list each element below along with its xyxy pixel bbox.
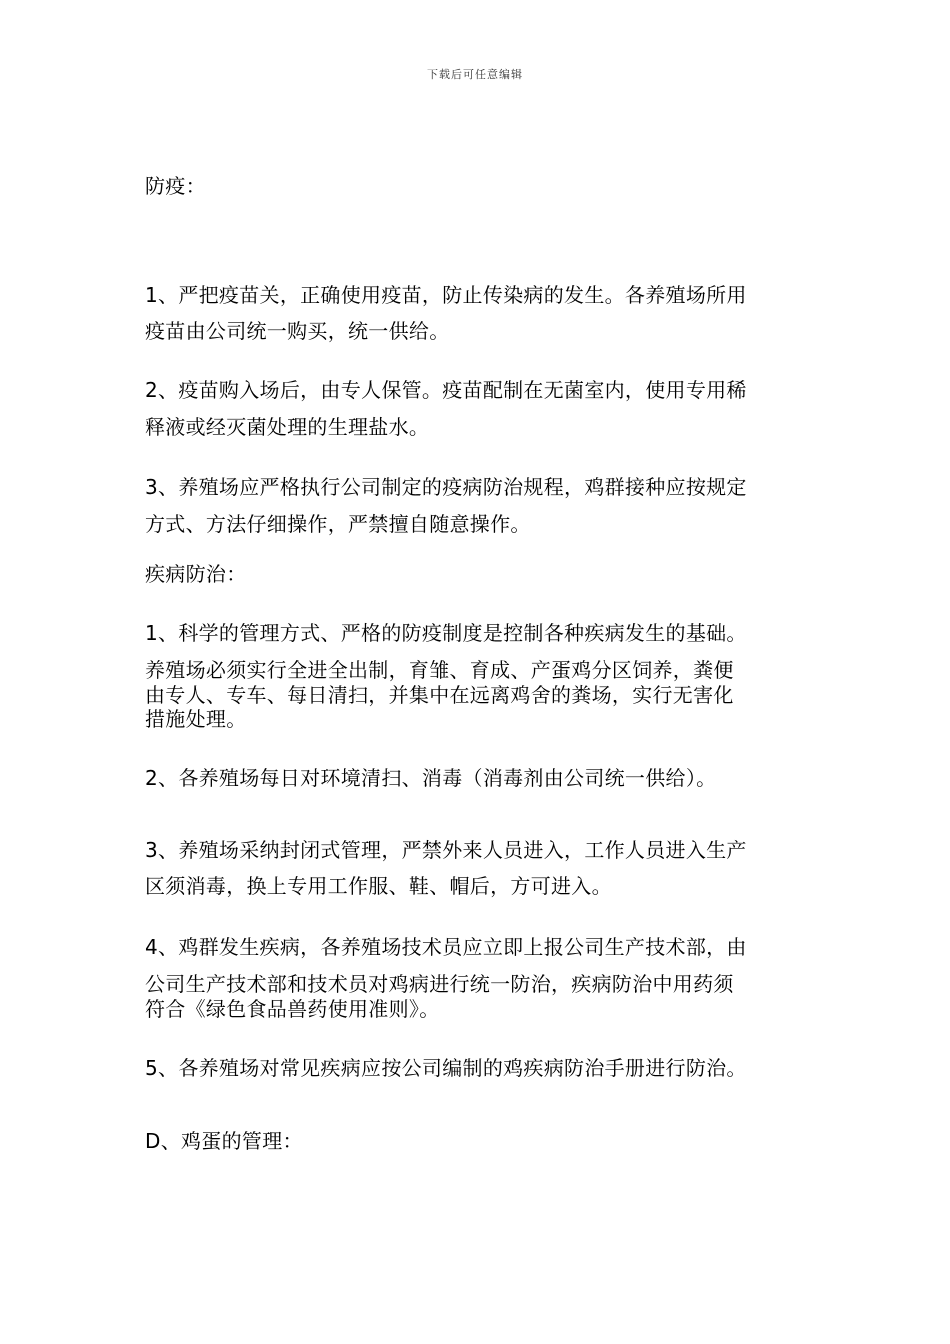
paragraph-line: 5、各养殖场对常见疾病应按公司编制的鸡疾病防治手册进行防治。 bbox=[145, 1056, 747, 1080]
paragraph-line: 措施处理。 bbox=[145, 707, 247, 731]
paragraph-line: 4、鸡群发生疾病，各养殖场技术员应立即上报公司生产技术部，由 bbox=[145, 935, 747, 959]
paragraph-line: 3、养殖场采纳封闭式管理，严禁外来人员进入，工作人员进入生产 bbox=[145, 838, 747, 862]
paragraph-line: 2、疫苗购入场后，由专人保管。疫苗配制在无菌室内，使用专用稀 bbox=[145, 378, 747, 402]
paragraph-line: 释液或经灭菌处理的生理盐水。 bbox=[145, 415, 430, 439]
paragraph-line: 符合《绿色食品兽药使用准则》。 bbox=[145, 997, 440, 1021]
section-heading-disease-control: 疾病防治： bbox=[145, 562, 247, 586]
paragraph-line: 公司生产技术部和技术员对鸡病进行统一防治，疾病防治中用药须 bbox=[145, 972, 734, 996]
paragraph-line: 方式、方法仔细操作，严禁擅自随意操作。 bbox=[145, 512, 531, 536]
section-heading-egg-management: D、鸡蛋的管理： bbox=[145, 1129, 303, 1153]
paragraph-line: 3、养殖场应严格执行公司制定的疫病防治规程，鸡群接种应按规定 bbox=[145, 475, 747, 499]
paragraph-line: 1、严把疫苗关，正确使用疫苗，防止传染病的发生。各养殖场所用 bbox=[145, 283, 747, 307]
paragraph-line: 养殖场必须实行全进全出制，育雏、育成、产蛋鸡分区饲养，粪便 bbox=[145, 658, 734, 682]
paragraph-line: 疫苗由公司统一购买，统一供给。 bbox=[145, 319, 450, 343]
section-heading-epidemic-prevention: 防疫： bbox=[145, 174, 206, 198]
page-header: 下载后可任意编辑 bbox=[427, 68, 523, 81]
paragraph-line: 1、科学的管理方式、严格的防疫制度是控制各种疾病发生的基础。 bbox=[145, 621, 747, 645]
paragraph-line: 2、各养殖场每日对环境清扫、消毒（消毒剂由公司统一供给）。 bbox=[145, 766, 717, 790]
paragraph-line: 区须消毒，换上专用工作服、鞋、帽后，方可进入。 bbox=[145, 874, 612, 898]
paragraph-line: 由专人、专车、每日清扫，并集中在远离鸡舍的粪场，实行无害化 bbox=[145, 683, 734, 707]
